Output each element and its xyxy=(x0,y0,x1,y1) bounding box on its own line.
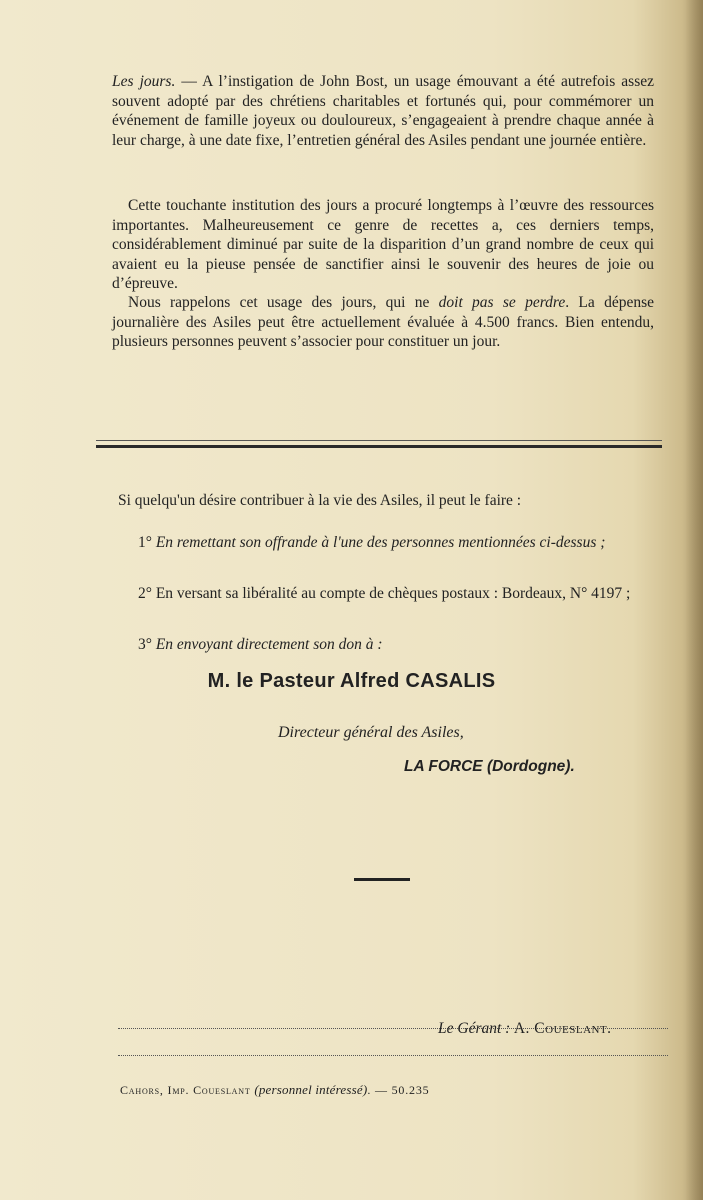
item-number: 1° xyxy=(138,534,156,551)
separator-thick-rule xyxy=(96,445,662,448)
item-number: 2° xyxy=(138,585,156,602)
closing-short-rule xyxy=(354,878,410,881)
footer-dotted-rule-bottom xyxy=(118,1055,668,1056)
separator-thin-rule xyxy=(96,440,662,441)
contribution-item-1 xyxy=(118,532,664,553)
item-number: 3° xyxy=(138,636,156,653)
recipient-name: M. le Pasteur Alfred CASALIS xyxy=(207,670,496,692)
recipient-place: LA FORCE (Dordogne). xyxy=(404,758,575,775)
recipient-title: Directeur général des Asiles, xyxy=(278,724,464,741)
gerant-label: Le Gérant : xyxy=(438,1020,511,1037)
paragraph-text-end: . La dépense journalière des Asiles peut être actuellement évaluée à 4.500 francs. Bien entendu, plusieurs personnes peuvent s’associer pour constituer un jour. xyxy=(112,294,654,350)
paragraph-lead-title: Les jours. xyxy=(112,73,176,90)
contribution-intro: Si quelqu'un désire contribuer à la vie des Asiles, il peut le faire : xyxy=(118,492,522,509)
page-edge-shadow xyxy=(685,0,703,1200)
contribution-item-2 xyxy=(118,583,664,604)
gerant-name: A. Coueslant. xyxy=(510,1020,612,1037)
paragraph-les-jours xyxy=(112,72,654,150)
paragraph-institution: Cette touchante institution des jours a procuré longtemps à l’œuvre des ressources importantes. Malheureusement ce genre de recettes a, ces derniers temps, considérablement diminué par suite de la disparition d’un grand nombre de ceux qui avaient eu la pieuse pensée de sanctifier ainsi le souvenir des heures de joie ou d’épreuve. xyxy=(112,197,654,292)
imprint-text: Cahors, Imp. Coueslant xyxy=(120,1083,255,1097)
footer-gerant xyxy=(438,1020,612,1038)
item-text: En versant sa libéralité au compte de chèques postaux : Bordeaux, N° 4197 ; xyxy=(155,585,631,602)
paragraph-body: — A l’instigation de John Bost, un usage émouvant a été autrefois assez souvent adopté par des chrétiens charitables et fortunés qui, pour commémorer un événement de famille joyeux ou douloureux, s’engageaient à prendre chaque année à leur charge, à une date fixe, l’entretien général des Asiles pendant une journée entière. xyxy=(112,73,654,149)
paragraph-rappel xyxy=(112,293,654,352)
contribution-item-3 xyxy=(138,634,684,655)
paragraph-emphasis: doit pas se perdre xyxy=(438,294,566,311)
imprint-italic: (personnel intéressé) xyxy=(254,1082,368,1097)
imprint-number: . — 50.235 xyxy=(367,1083,430,1097)
printer-imprint xyxy=(120,1082,429,1098)
item-text: En envoyant directement son don à : xyxy=(155,636,383,653)
item-text: En remettant son offrande à l'une des personnes mentionnées ci-dessus ; xyxy=(155,534,606,551)
paragraph-text: Nous rappelons cet usage des jours, qui ne xyxy=(128,294,439,311)
